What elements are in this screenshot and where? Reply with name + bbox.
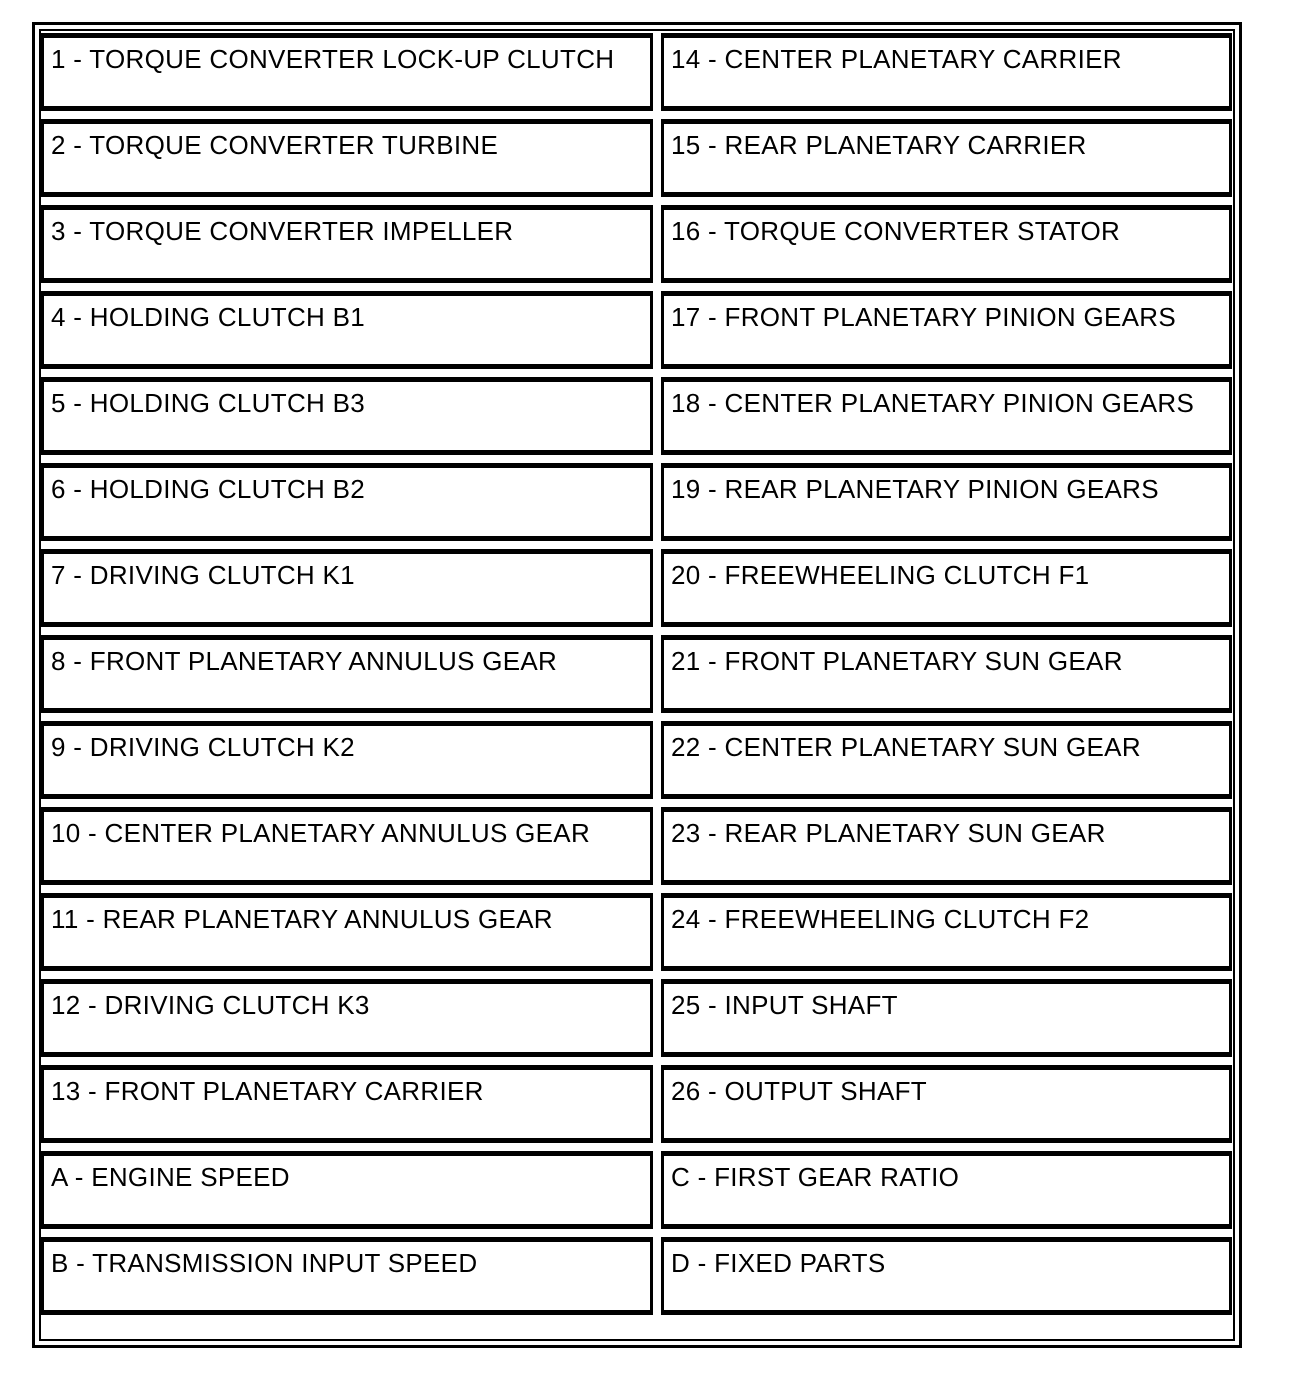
legend-cell: [661, 291, 1232, 369]
legend-cell: [41, 1151, 653, 1229]
legend-label: 20 - FREEWHEELING CLUTCH F1: [671, 560, 1090, 590]
legend-label: 1 - TORQUE CONVERTER LOCK-UP CLUTCH: [51, 44, 615, 74]
legend-cell: [41, 1065, 653, 1143]
legend-label: 18 - CENTER PLANETARY PINION GEARS: [671, 388, 1195, 418]
legend-cell: [41, 463, 653, 541]
legend-grid: [41, 33, 1232, 1315]
legend-cell: [661, 205, 1232, 283]
legend-label: D - FIXED PARTS: [671, 1248, 886, 1278]
legend-label: 15 - REAR PLANETARY CARRIER: [671, 130, 1087, 160]
legend-cell: [41, 635, 653, 713]
legend-cell: [41, 721, 653, 799]
legend-label: 6 - HOLDING CLUTCH B2: [51, 474, 366, 504]
legend-cell: [41, 893, 653, 971]
legend-label: 23 - REAR PLANETARY SUN GEAR: [671, 818, 1106, 848]
legend-cell: [41, 205, 653, 283]
legend-label: A - ENGINE SPEED: [51, 1162, 290, 1192]
legend-label: 7 - DRIVING CLUTCH K1: [51, 560, 355, 590]
legend-label: 9 - DRIVING CLUTCH K2: [51, 732, 355, 762]
legend-cell: [661, 1065, 1232, 1143]
legend-label: 13 - FRONT PLANETARY CARRIER: [51, 1076, 484, 1106]
legend-cell: [41, 119, 653, 197]
legend-cell: [661, 893, 1232, 971]
legend-cell: [41, 33, 653, 111]
legend-cell: [661, 807, 1232, 885]
legend-cell: [41, 291, 653, 369]
legend-label: 2 - TORQUE CONVERTER TURBINE: [51, 130, 499, 160]
legend-label: 17 - FRONT PLANETARY PINION GEARS: [671, 302, 1176, 332]
legend-label: 24 - FREEWHEELING CLUTCH F2: [671, 904, 1090, 934]
legend-cell: [41, 377, 653, 455]
legend-label: 22 - CENTER PLANETARY SUN GEAR: [671, 732, 1141, 762]
legend-label: 10 - CENTER PLANETARY ANNULUS GEAR: [51, 818, 591, 848]
legend-cell: [661, 377, 1232, 455]
legend-cell: [661, 979, 1232, 1057]
legend-cell: [41, 979, 653, 1057]
legend-cell: [661, 33, 1232, 111]
legend-label: 5 - HOLDING CLUTCH B3: [51, 388, 366, 418]
legend-cell: [661, 721, 1232, 799]
legend-label: 25 - INPUT SHAFT: [671, 990, 898, 1020]
legend-cell: [41, 549, 653, 627]
legend-cell: [661, 1151, 1232, 1229]
legend-label: 8 - FRONT PLANETARY ANNULUS GEAR: [51, 646, 558, 676]
legend-label: 16 - TORQUE CONVERTER STATOR: [671, 216, 1121, 246]
legend-label: 26 - OUTPUT SHAFT: [671, 1076, 927, 1106]
legend-label: 4 - HOLDING CLUTCH B1: [51, 302, 366, 332]
legend-label: 21 - FRONT PLANETARY SUN GEAR: [671, 646, 1123, 676]
legend-label: C - FIRST GEAR RATIO: [671, 1162, 960, 1192]
legend-cell: [661, 463, 1232, 541]
legend-cell: [661, 119, 1232, 197]
legend-label: 11 - REAR PLANETARY ANNULUS GEAR: [51, 904, 553, 934]
legend-table: [32, 22, 1242, 1348]
legend-label: 19 - REAR PLANETARY PINION GEARS: [671, 474, 1159, 504]
legend-label: 14 - CENTER PLANETARY CARRIER: [671, 44, 1122, 74]
legend-label: 3 - TORQUE CONVERTER IMPELLER: [51, 216, 514, 246]
legend-cell: [41, 807, 653, 885]
legend-label: 12 - DRIVING CLUTCH K3: [51, 990, 370, 1020]
legend-cell: [41, 1237, 653, 1315]
legend-cell: [661, 549, 1232, 627]
legend-cell: [661, 1237, 1232, 1315]
legend-cell: [661, 635, 1232, 713]
legend-label: B - TRANSMISSION INPUT SPEED: [51, 1248, 478, 1278]
